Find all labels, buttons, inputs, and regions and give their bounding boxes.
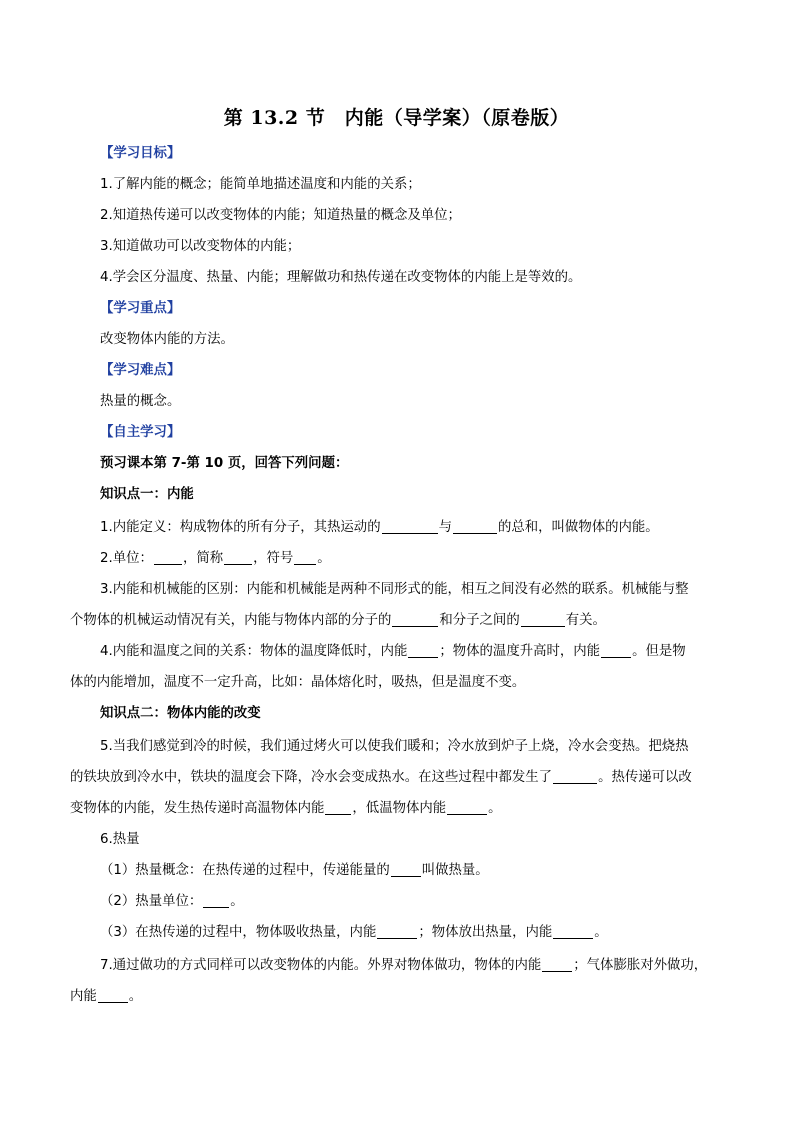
question-3-line-1: 3.内能和机械能的区别：内能和机械能是两种不同形式的能，相互之间没有必然的联系。机械能与整 — [100, 582, 689, 597]
answer-blank[interactable] — [601, 643, 631, 658]
question-6-3 — [100, 923, 608, 943]
q2-text-c: ，符号 — [253, 551, 294, 566]
q1-text-c: 的总和，叫做物体的内能。 — [497, 520, 659, 535]
q7-text-d: 。 — [128, 989, 143, 1004]
answer-blank[interactable] — [325, 800, 351, 815]
question-4-line-1 — [100, 642, 686, 662]
q4-text-c: 。但是物 — [632, 644, 686, 659]
q6-2-text-b: 。 — [230, 894, 244, 909]
difficulty-text: 热量的概念。 — [100, 394, 181, 409]
q6-1-text-a: （1）热量概念：在热传递的过程中，传递能量的 — [100, 863, 390, 878]
answer-blank[interactable] — [98, 988, 128, 1003]
preview-instruction: 预习课本第 7-第 10 页，回答下列问题： — [100, 456, 349, 471]
q6-3-text-b: ；物体放出热量，内能 — [418, 925, 553, 940]
q7-text-a: 7.通过做功的方式同样可以改变物体的内能。外界对物体做功，物体的内能 — [100, 958, 542, 973]
answer-blank[interactable] — [154, 550, 182, 565]
section-objectives-heading: 【学习目标】 — [100, 146, 181, 161]
objective-1: 1.了解内能的概念；能简单地描述温度和内能的关系； — [100, 177, 421, 192]
q6-1-text-b: 叫做热量。 — [421, 863, 489, 878]
page-title: 第 13.2 节 内能（导学案）（原卷版） — [223, 107, 570, 129]
q5-text-b: 。热传递可以改 — [598, 770, 692, 785]
q6-3-text-c: 。 — [594, 925, 608, 940]
knowledge-point-1: 知识点一：内能 — [100, 487, 194, 502]
question-3-line-2 — [70, 611, 606, 631]
section-difficulty-heading: 【学习难点】 — [100, 363, 181, 378]
answer-blank[interactable] — [391, 862, 421, 877]
q6-3-text-a: （3）在热传递的过程中，物体吸收热量，内能 — [100, 925, 377, 940]
objective-4: 4.学会区分温度、热量、内能；理解做功和热传递在改变物体的内能上是等效的。 — [100, 270, 582, 285]
knowledge-point-2: 知识点二：物体内能的改变 — [100, 706, 261, 721]
answer-blank[interactable] — [382, 519, 438, 534]
q5-text-e: 。 — [488, 801, 502, 816]
question-6-2 — [100, 892, 244, 912]
q7-text-b: ；气体膨胀对外做功， — [573, 958, 708, 973]
q2-text-d: 。 — [317, 551, 331, 566]
q1-text-b: 与 — [438, 520, 452, 535]
key-text: 改变物体内能的方法。 — [100, 332, 234, 347]
question-4-line-2: 体的内能增加，温度不一定升高，比如：晶体熔化时，吸热，但是温度不变。 — [70, 675, 526, 690]
q5-text-d: ，低温物体内能 — [352, 801, 447, 816]
section-self-study-heading: 【自主学习】 — [100, 425, 181, 440]
question-7-line-1 — [100, 956, 707, 976]
answer-blank[interactable] — [542, 957, 572, 972]
q1-text-a: 1.内能定义：构成物体的所有分子，其热运动的 — [100, 520, 381, 535]
q4-text-a: 4.内能和温度之间的关系：物体的温度降低时，内能 — [100, 644, 408, 659]
question-7-line-2 — [70, 987, 142, 1007]
answer-blank[interactable] — [553, 924, 593, 939]
answer-blank[interactable] — [294, 550, 316, 565]
q3-text-b: 和分子之间的 — [439, 613, 520, 628]
q2-text-b: ，简称 — [182, 551, 224, 566]
question-5-line-3 — [70, 799, 502, 819]
answer-blank[interactable] — [553, 769, 597, 784]
question-2 — [100, 549, 331, 569]
question-1 — [100, 518, 659, 538]
question-6-heading: 6.热量 — [100, 832, 140, 847]
answer-blank[interactable] — [392, 612, 438, 627]
q6-2-text-a: （2）热量单位： — [100, 894, 203, 909]
question-5-line-2 — [70, 768, 692, 788]
objective-2: 2.知道热传递可以改变物体的内能；知道热量的概念及单位； — [100, 208, 461, 223]
q4-text-b: ；物体的温度升高时，内能 — [439, 644, 601, 659]
answer-blank[interactable] — [377, 924, 417, 939]
answer-blank[interactable] — [224, 550, 252, 565]
q7-text-c: 内能 — [70, 989, 97, 1004]
q3-text-a: 个物体的机械运动情况有关，内能与物体内部的分子的 — [70, 613, 392, 628]
q2-text-a: 2.单位： — [100, 551, 153, 566]
question-6-1 — [100, 861, 489, 881]
answer-blank[interactable] — [521, 612, 565, 627]
q5-text-c: 变物体的内能，发生热传递时高温物体内能 — [70, 801, 325, 816]
objective-3: 3.知道做功可以改变物体的内能； — [100, 239, 301, 254]
section-key-heading: 【学习重点】 — [100, 301, 181, 316]
answer-blank[interactable] — [453, 519, 497, 534]
answer-blank[interactable] — [203, 893, 229, 908]
question-5-line-1: 5.当我们感觉到冷的时候，我们通过烤火可以使我们暖和；冷水放到炉子上烧，冷水会变热。把烧热 — [100, 739, 689, 754]
q3-text-c: 有关。 — [565, 613, 606, 628]
q5-text-a: 的铁块放到冷水中，铁块的温度会下降，冷水会变成热水。在这些过程中都发生了 — [70, 770, 553, 785]
answer-blank[interactable] — [447, 800, 487, 815]
answer-blank[interactable] — [408, 643, 438, 658]
